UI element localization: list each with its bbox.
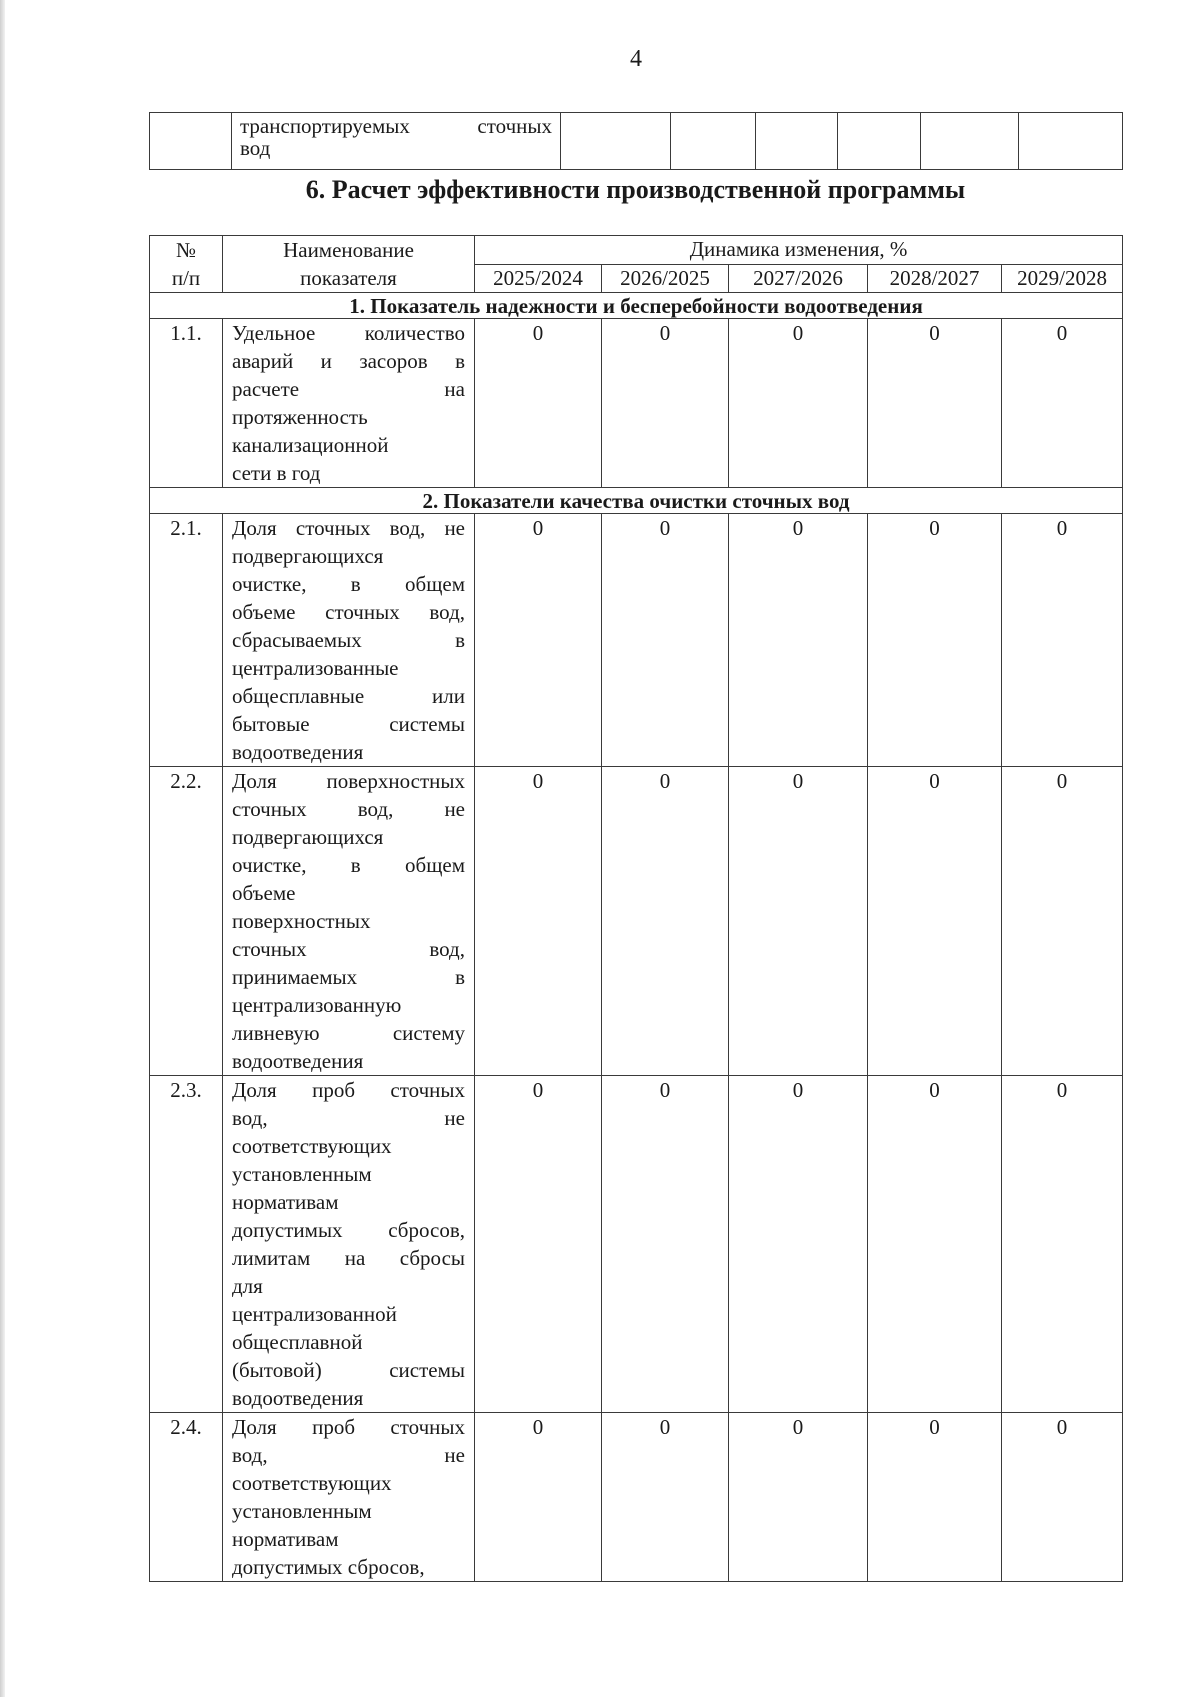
continuation-table: [149, 112, 1123, 170]
section-title: 6. Расчет эффективности производственной программы: [305, 175, 966, 204]
indicator-name-line: соответствующих: [232, 1134, 392, 1158]
indicator-name-line: протяженность: [232, 405, 368, 429]
indicator-name-line: расчете на: [232, 377, 465, 401]
indicator-name-line: соответствующих: [232, 1471, 392, 1495]
value-cell: 0: [729, 1413, 868, 1582]
value-cell: 0: [475, 514, 602, 767]
value-cell: 0: [602, 319, 729, 488]
continuation-name-cell: [232, 113, 561, 170]
indicator-name-line: установленным: [232, 1162, 372, 1186]
indicator-name-line: общесплавные или: [232, 684, 465, 708]
value-cell: 0: [475, 767, 602, 1076]
header-num: [150, 236, 223, 293]
indicator-name-line: вод, не: [232, 1443, 465, 1467]
value-cell: 0: [729, 319, 868, 488]
table-row: [150, 1413, 1123, 1582]
header-num-line1: №: [175, 238, 197, 262]
scan-edge: [0, 0, 5, 1697]
continuation-cell: [1019, 113, 1123, 170]
indicator-name: [223, 319, 475, 488]
header-dynamics: Динамика изменения, %: [475, 236, 1123, 265]
value-cell: 0: [602, 1076, 729, 1413]
value-cell: 0: [868, 1076, 1002, 1413]
indicator-name-line: нормативам: [232, 1527, 339, 1551]
value-cell: 0: [475, 319, 602, 488]
continuation-line: вод: [240, 136, 271, 160]
header-name-line1: Наименование: [283, 238, 414, 262]
indicator-name-line: сточных вод, не: [232, 797, 465, 821]
table-row: [150, 1076, 1123, 1413]
continuation-cell: [561, 113, 671, 170]
table-row: [150, 514, 1123, 767]
indicator-name-line: сбрасываемых в: [232, 628, 465, 652]
indicator-name-line: водоотведения: [232, 740, 364, 764]
value-cell: 0: [602, 514, 729, 767]
header-year: 2027/2026: [729, 264, 868, 293]
value-cell: 0: [1002, 1076, 1123, 1413]
row-number: 1.1.: [150, 319, 223, 488]
indicator-name-line: очистке, в общем: [232, 572, 465, 596]
group-row: [150, 488, 1123, 514]
value-cell: 0: [475, 1413, 602, 1582]
indicator-name-line: Доля поверхностных: [232, 769, 465, 793]
group-row: [150, 293, 1123, 319]
indicator-name-line: допустимых сбросов,: [232, 1555, 425, 1579]
indicator-name-line: канализационной: [232, 433, 389, 457]
row-number: 2.4.: [150, 1413, 223, 1582]
indicator-name-line: централизованной: [232, 1302, 397, 1326]
value-cell: 0: [868, 319, 1002, 488]
continuation-cell: [838, 113, 921, 170]
continuation-row: [150, 113, 1123, 170]
indicator-name-line: сточных вод,: [232, 937, 465, 961]
value-cell: 0: [1002, 319, 1123, 488]
table-row: [150, 319, 1123, 488]
indicator-name-line: лимитам на сбросы: [232, 1246, 465, 1270]
continuation-cell: [921, 113, 1019, 170]
value-cell: 0: [729, 767, 868, 1076]
indicator-name-line: для: [232, 1274, 263, 1298]
indicator-name: [223, 767, 475, 1076]
indicator-name-line: нормативам: [232, 1190, 339, 1214]
indicator-name-line: установленным: [232, 1499, 372, 1523]
value-cell: 0: [1002, 767, 1123, 1076]
indicator-name-line: объеме: [232, 881, 296, 905]
value-cell: 0: [868, 1413, 1002, 1582]
value-cell: 0: [1002, 1413, 1123, 1582]
indicator-name-line: централизованные: [232, 656, 399, 680]
indicator-name-line: бытовые системы: [232, 712, 465, 736]
value-cell: 0: [868, 514, 1002, 767]
indicator-name-line: общесплавной: [232, 1330, 363, 1354]
value-cell: 0: [602, 767, 729, 1076]
group-title: 1. Показатель надежности и бесперебойности водоотведения: [150, 293, 1123, 319]
indicator-name-line: очистке, в общем: [232, 853, 465, 877]
indicator-name-line: поверхностных: [232, 909, 371, 933]
header-name-line2: показателя: [300, 266, 397, 290]
continuation-line: транспортируемых сточных: [240, 114, 552, 138]
header-num-line2: п/п: [171, 266, 201, 290]
value-cell: 0: [729, 514, 868, 767]
indicator-name-line: объеме сточных вод,: [232, 600, 465, 624]
table-row: [150, 767, 1123, 1076]
indicator-name-line: аварий и засоров в: [232, 349, 465, 373]
indicator-name-line: принимаемых в: [232, 965, 465, 989]
indicator-name-line: водоотведения: [232, 1049, 364, 1073]
group-title: 2. Показатели качества очистки сточных вод: [150, 488, 1123, 514]
continuation-cell: [756, 113, 838, 170]
indicator-name-line: сети в год: [232, 461, 321, 485]
indicator-name-line: подвергающихся: [232, 544, 384, 568]
indicator-name-line: Доля проб сточных: [232, 1078, 465, 1102]
indicator-name-line: Удельное количество: [232, 321, 465, 345]
indicator-name-line: Доля сточных вод, не: [232, 516, 465, 540]
row-number: 2.3.: [150, 1076, 223, 1413]
value-cell: 0: [868, 767, 1002, 1076]
value-cell: 0: [602, 1413, 729, 1582]
value-cell: 0: [475, 1076, 602, 1413]
indicator-name: [223, 514, 475, 767]
table-body: [150, 293, 1123, 1582]
indicator-name: [223, 1413, 475, 1582]
indicator-name-line: Доля проб сточных: [232, 1415, 465, 1439]
header-year: 2025/2024: [475, 264, 602, 293]
header-year: 2028/2027: [868, 264, 1002, 293]
continuation-cell: [671, 113, 756, 170]
row-number: 2.2.: [150, 767, 223, 1076]
indicator-name-line: (бытовой) системы: [232, 1358, 465, 1382]
indicator-name-line: водоотведения: [232, 1386, 364, 1410]
continuation-num-cell: [150, 113, 232, 170]
indicator-name-line: централизованную: [232, 993, 402, 1017]
header-year: 2029/2028: [1002, 264, 1123, 293]
indicator-name-line: допустимых сбросов,: [232, 1218, 465, 1242]
efficiency-table: [149, 235, 1123, 1582]
value-cell: 0: [1002, 514, 1123, 767]
indicator-name: [223, 1076, 475, 1413]
indicator-name-line: ливневую систему: [232, 1021, 465, 1045]
header-name: [223, 236, 475, 293]
header-row: [150, 236, 1123, 265]
page-number: 4: [630, 46, 642, 72]
indicator-name-line: подвергающихся: [232, 825, 384, 849]
value-cell: 0: [729, 1076, 868, 1413]
row-number: 2.1.: [150, 514, 223, 767]
header-year: 2026/2025: [602, 264, 729, 293]
indicator-name-line: вод, не: [232, 1106, 465, 1130]
